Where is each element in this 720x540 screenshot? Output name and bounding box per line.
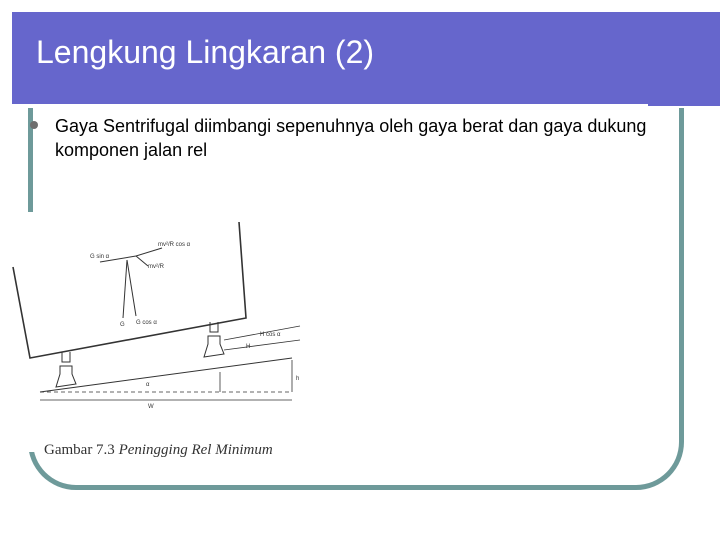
figure-caption — [44, 442, 273, 459]
label-mv2r: mv²/R — [148, 264, 164, 270]
label-h-lower: h — [296, 376, 300, 382]
label-h-upper: H — [246, 344, 251, 350]
bullet-text: Gaya Sentrifugal diimbangi sepenuhnya oleh gaya berat dan gaya dukung komponen jalan rel — [55, 116, 647, 160]
rail-plane-line — [40, 358, 292, 392]
label-mv2r-cos: mv²/R cos α — [158, 242, 191, 248]
superelevation-diagram — [10, 222, 310, 412]
right-wheel — [204, 322, 224, 357]
label-g-sin: G sin α — [90, 254, 110, 260]
force-vector-mv2r — [136, 256, 148, 266]
car-body-outline — [13, 222, 246, 358]
left-wheel — [56, 352, 76, 387]
label-w: W — [148, 404, 154, 410]
label-alpha: α — [146, 382, 150, 388]
force-vector-g-cos — [127, 260, 136, 316]
force-vector-g — [123, 260, 127, 318]
caption-title: Peningging Rel Minimum — [118, 442, 273, 458]
bullet-dot-icon — [30, 121, 38, 129]
label-g: G — [120, 322, 125, 328]
label-g-cos: G cos α — [136, 320, 157, 326]
page-title: Lengkung Lingkaran (2) — [36, 34, 375, 70]
title-bar — [12, 12, 720, 106]
label-h-cos: H cos α — [260, 332, 281, 338]
h-line — [224, 340, 300, 350]
force-vector-mv2r-cos — [136, 248, 162, 256]
caption-prefix: Gambar 7.3 — [44, 442, 115, 458]
